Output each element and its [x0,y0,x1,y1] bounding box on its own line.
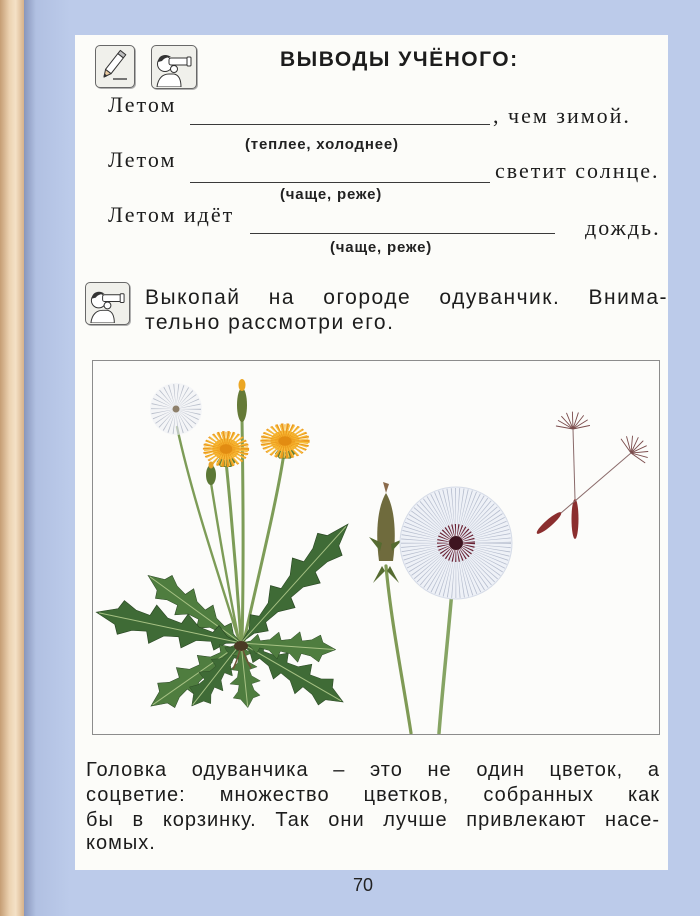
pappus-bristle [572,412,573,429]
seed-stalk [573,429,575,499]
fact-line-1: Головка одуванчика – это не один цветок, а [86,759,660,781]
task-line-1: Выкопай на огороде одуванчик. Внима- [145,286,668,309]
seed-pappus [556,412,589,429]
observer-glyph [86,283,128,323]
observation-icon [85,282,130,325]
conclusion-3-end: дождь. [585,215,661,240]
bud-tip [209,462,214,469]
fact-line-3: бы в корзинку. Так они лучше привлекают насе- [86,809,660,831]
pencil-lead [103,74,107,78]
book-binding [0,0,24,916]
seed-pappus [621,436,648,463]
binoculars [169,58,188,65]
fact-line-2: соцветие: множество цветков, собранных как [86,784,660,806]
conclusion-2-end: светит солнце. [495,158,660,183]
pencil-shape [101,50,126,79]
dandelion-illustration [93,361,659,734]
page-number: 70 [352,875,374,895]
person-hand [104,302,111,309]
fact-line-4: комых. [86,832,156,854]
conclusion-2-hint: (чаще, реже) [280,186,383,203]
seed-head-core [173,406,180,413]
illustration-frame [92,360,660,735]
binocular-lens [120,294,124,303]
dandelion-seed [556,412,589,539]
bud-bract [373,566,385,583]
task-line-2: тельно рассмотри его. [145,311,395,334]
seed-achene [535,510,564,536]
pappus-bristle [631,441,643,453]
seed-achene [572,499,579,539]
person-body [157,74,181,87]
dandelion-seed [535,436,648,536]
flower-center [220,444,233,454]
conclusion-1-hint: (теплее, холоднее) [245,136,399,153]
observer-glyph [152,46,195,87]
pencil-icon [95,45,135,88]
binding-shadow [24,0,36,916]
bud-top [383,482,389,493]
conclusion-2-start: Летом [108,147,177,172]
binocular-lens [187,57,191,66]
seed-head-large [400,487,512,599]
flower-bud [206,462,216,486]
flower-bud [237,379,247,422]
seed-stalk [561,453,631,513]
answer-blank-2 [190,182,490,183]
conclusion-3-hint: (чаще, реже) [330,239,433,256]
leaf-rosette [93,512,362,720]
dandelion-leaf [227,512,362,656]
answer-blank-1 [190,124,490,125]
flower-center [278,436,291,446]
answer-blank-3 [250,233,555,234]
pencil-glyph [96,46,133,86]
bud-tip [239,379,246,391]
observation-icon [151,45,197,89]
person-hand [171,66,178,73]
pencil-body [106,54,124,74]
section-title: ВЫВОДЫ УЧЁНОГО: [280,48,519,71]
person-body [91,310,114,323]
conclusion-1-end: , чем зимой. [493,103,631,128]
conclusion-1-start: Летом [108,92,177,117]
seed-head-small [150,383,202,435]
plant-crown [234,641,248,651]
seed-head-core [449,536,463,550]
conclusion-3-start: Летом идёт [108,202,235,227]
binoculars [103,295,122,302]
bud-body [237,388,247,422]
bud-stem [386,566,411,733]
